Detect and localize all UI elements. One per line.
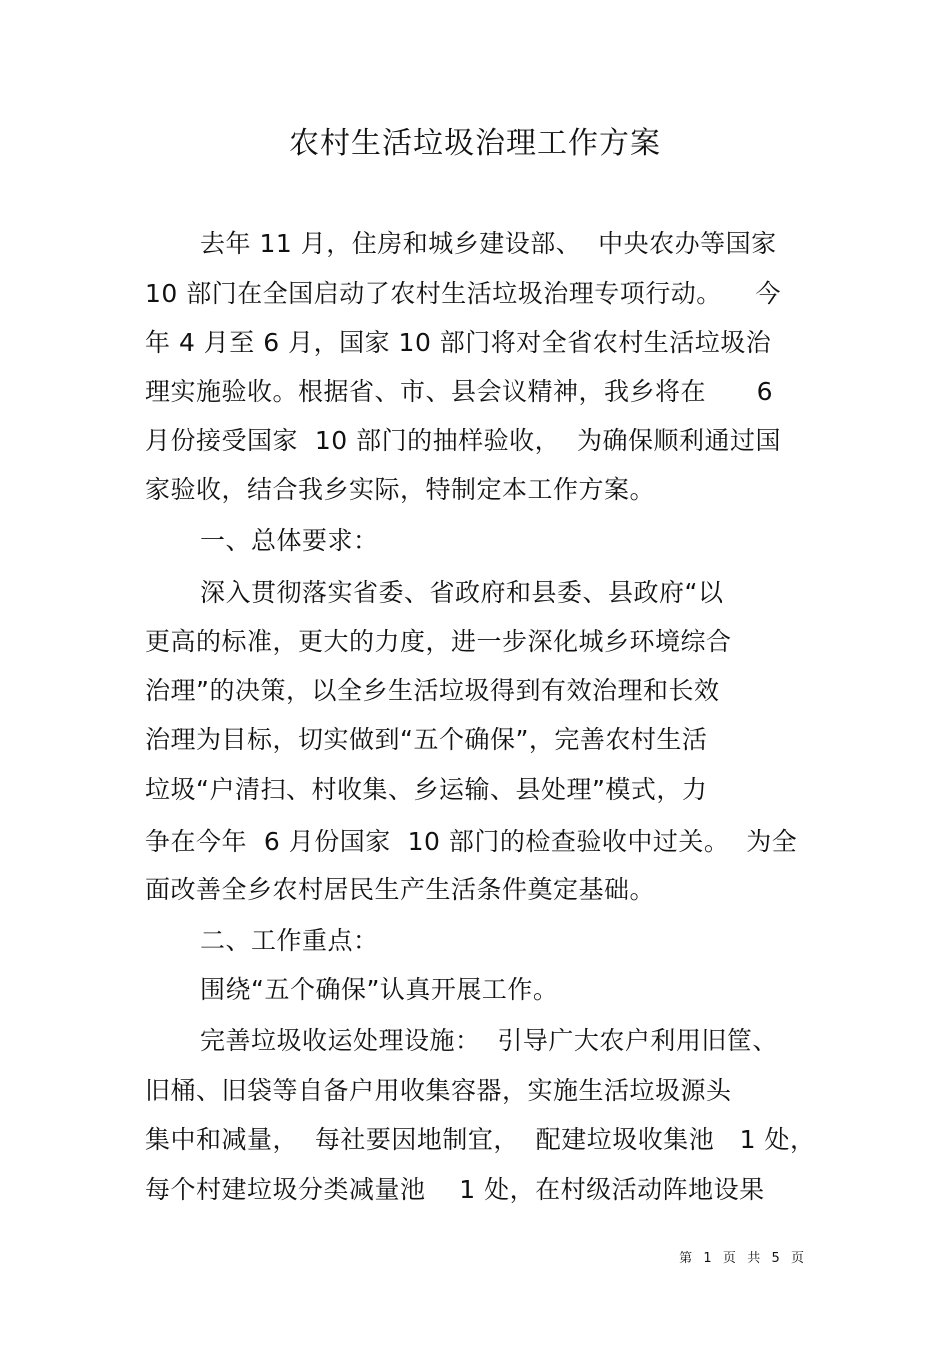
body-line: 争在今年 6 月份国家 10 部门的检查验收中过关。 为全 <box>145 827 798 856</box>
body-line: 围绕“五个确保”认真开展工作。 <box>200 975 559 1004</box>
body-line: 治理”的决策，以全乡生活垃圾得到有效治理和长效 <box>145 676 720 705</box>
body-line: 集中和减量， 每社要因地制宜， 配建垃圾收集池 1 处， <box>145 1125 816 1154</box>
body-line: 去年 11 月，住房和城乡建设部、 中央农办等国家 <box>200 229 777 258</box>
body-line: 深入贯彻落实省委、省政府和县委、县政府“以 <box>200 578 724 607</box>
body-line: 旧桶、旧袋等自备户用收集容器，实施生活垃圾源头 <box>145 1076 732 1105</box>
body-line: 治理为目标，切实做到“五个确保”，完善农村生活 <box>145 725 708 754</box>
body-line: 更高的标准，更大的力度，进一步深化城乡环境综合 <box>145 627 732 656</box>
section-heading: 二、工作重点： <box>200 926 379 955</box>
body-line: 垃圾“户清扫、村收集、乡运输、县处理”模式，力 <box>145 775 708 804</box>
body-line: 面改善全乡农村居民生产生活条件奠定基础。 <box>145 875 656 904</box>
section-heading: 一、总体要求： <box>200 526 379 555</box>
body-line: 年 4 月至 6 月，国家 10 部门将对全省农村生活垃圾治 <box>145 328 772 357</box>
body-line: 完善垃圾收运处理设施： 引导广大农户利用旧筐、 <box>200 1026 778 1055</box>
page-number: 第 1 页 共 5 页 <box>679 1251 805 1266</box>
body-line: 月份接受国家 10 部门的抽样验收， 为确保顺利通过国 <box>145 426 782 455</box>
body-line: 理实施验收。根据省、市、县会议精神，我乡将在 6 <box>145 377 774 406</box>
body-line: 每个村建垃圾分类减量池 1 处，在村级活动阵地设果 <box>145 1175 765 1204</box>
body-line: 10 部门在全国启动了农村生活垃圾治理专项行动。 今 <box>145 279 782 308</box>
document-title: 农村生活垃圾治理工作方案 <box>289 126 661 161</box>
body-line: 家验收，结合我乡实际，特制定本工作方案。 <box>145 475 656 504</box>
